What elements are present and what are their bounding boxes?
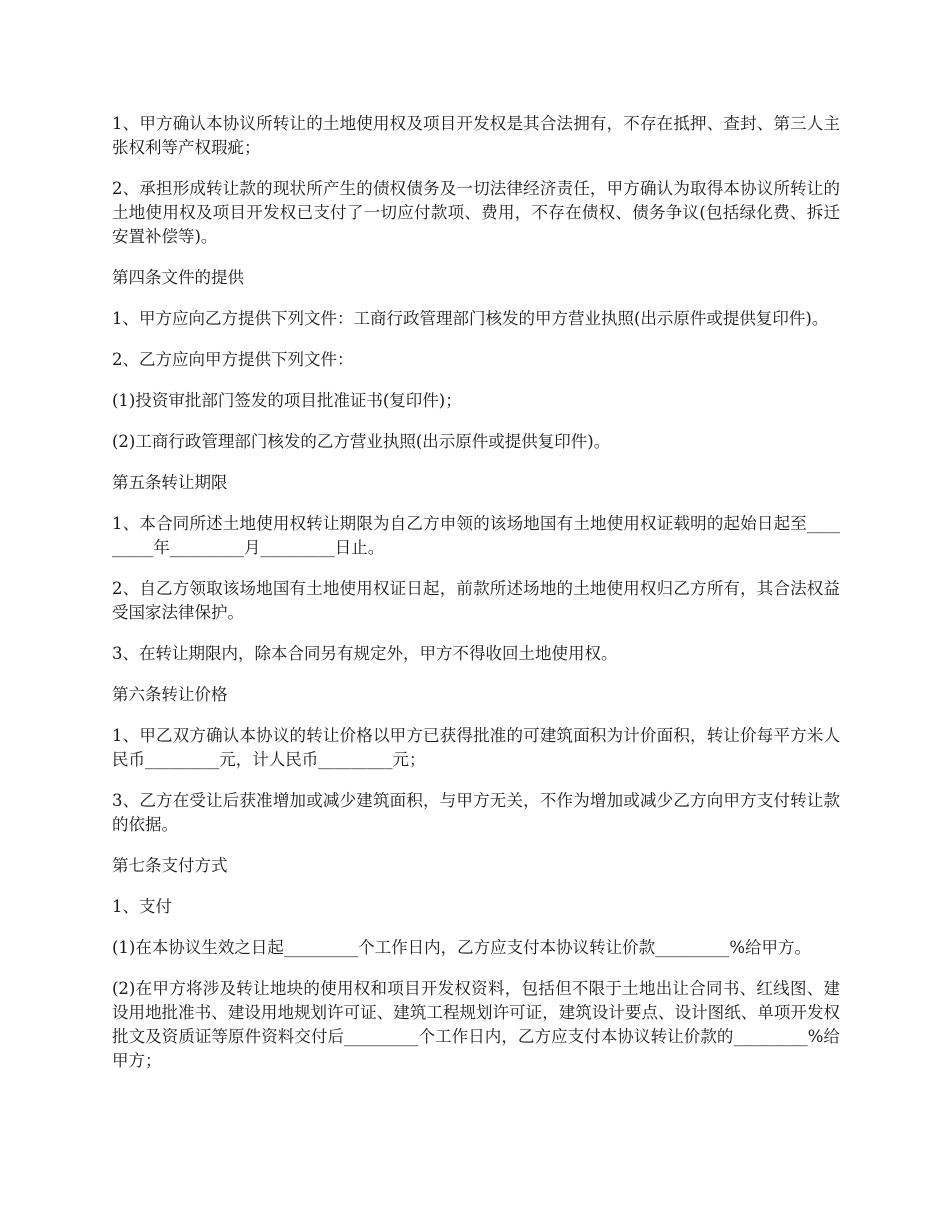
clause-paragraph: 2、自乙方领取该场地国有土地使用权证日起，前款所述场地的土地使用权归乙方所有，其合法权益受国家法律保护。	[112, 579, 840, 622]
clause-paragraph: 1、本合同所述土地使用权转让期限为自乙方申领的该场地国有土地使用权证载明的起始日起至_________年_________月_________日止。	[112, 514, 840, 557]
section-heading: 第五条转让期限	[112, 473, 228, 492]
clause-paragraph: (2)工商行政管理部门核发的乙方营业执照(出示原件或提供复印件)。	[112, 432, 611, 451]
clause-paragraph: 2、乙方应向甲方提供下列文件：	[112, 350, 354, 369]
clause-paragraph: 2、承担形成转让款的现状所产生的债权债务及一切法律经济责任，甲方确认为取得本协议所转让的土地使用权及项目开发权已支付了一切应付款项、费用，不存在债权、债务争议(包括绿化费、拆迁安置补偿等)。	[112, 179, 840, 246]
document-body	[112, 112, 840, 1090]
clause-paragraph: 1、甲方应向乙方提供下列文件：工商行政管理部门核发的甲方营业执照(出示原件或提供复印件)。	[112, 309, 829, 328]
section-heading: 第六条转让价格	[112, 685, 228, 704]
clause-paragraph: 1、支付	[112, 897, 172, 916]
section-heading: 第四条文件的提供	[112, 268, 244, 287]
section-heading: 第七条支付方式	[112, 856, 228, 875]
clause-paragraph: (2)在甲方将涉及转让地块的使用权和项目开发权资料，包括但不限于土地出让合同书、红线图、建设用地批准书、建设用地规划许可证、建筑工程规划许可证，建筑设计要点、设计图纸、单项开发权批文及资质证等原件资料交付后_________个工作日内，乙方应支付本协议转让价款的_________%给甲方；	[112, 979, 840, 1070]
clause-paragraph: 3、乙方在受让后获准增加或减少建筑面积，与甲方无关，不作为增加或减少乙方向甲方支付转让款的依据。	[112, 791, 840, 834]
clause-paragraph: (1)投资审批部门签发的项目批准证书(复印件)；	[112, 391, 462, 410]
clause-paragraph: (1)在本协议生效之日起_________个工作日内，乙方应支付本协议转让价款_________%给甲方。	[112, 938, 812, 957]
clause-paragraph: 3、在转让期限内，除本合同另有规定外，甲方不得收回土地使用权。	[112, 644, 618, 663]
clause-paragraph: 1、甲方确认本协议所转让的土地使用权及项目开发权是其合法拥有，不存在抵押、查封、第三人主张权利等产权瑕疵；	[112, 114, 840, 157]
clause-paragraph: 1、甲乙双方确认本协议的转让价格以甲方已获得批准的可建筑面积为计价面积，转让价每平方米人民币_________元，计人民币_________元；	[112, 726, 840, 769]
